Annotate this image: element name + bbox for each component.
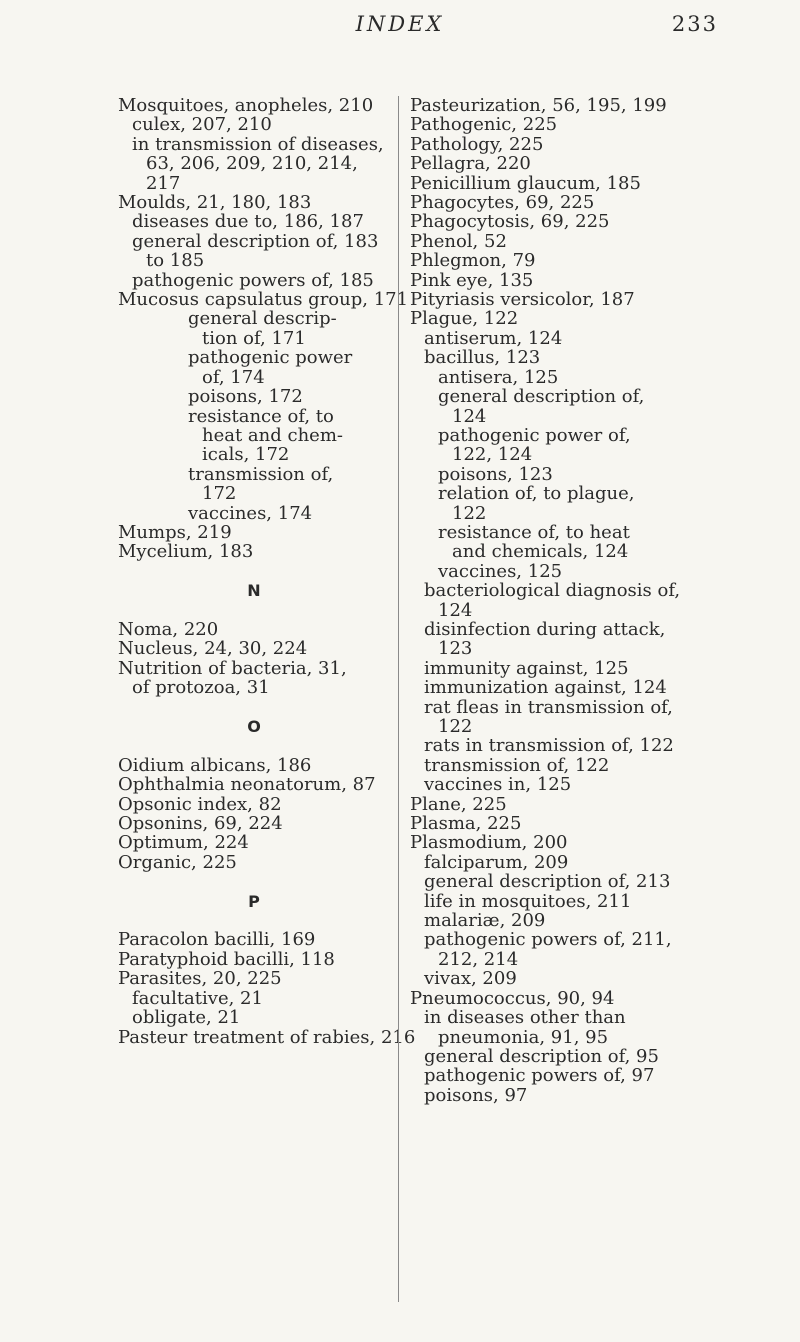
- index-entry: Nutrition of bacteria, 31,: [118, 657, 347, 679]
- index-subentry: in transmission of diseases,: [132, 133, 384, 155]
- index-subentry: resistance of, to: [188, 405, 334, 427]
- index-entry: Moulds, 21, 180, 183: [118, 192, 312, 214]
- index-entry: Phagocytosis, 69, 225: [410, 211, 610, 233]
- section-letter-heading: N: [247, 581, 261, 601]
- index-entry: Pneumococcus, 90, 94: [410, 987, 615, 1009]
- index-subentry: immunization against, 124: [424, 677, 667, 699]
- index-subentry: 122, 124: [452, 444, 533, 466]
- index-subentry: rat fleas in transmission of,: [424, 696, 673, 718]
- index-subentry: pathogenic powers of, 211,: [424, 929, 672, 951]
- running-title: INDEX: [355, 12, 445, 36]
- index-subentry: pathogenic power: [188, 347, 353, 369]
- index-subentry: resistance of, to heat: [438, 521, 630, 543]
- index-subentry: culex, 207, 210: [132, 114, 272, 136]
- index-entry: Optimum, 224: [118, 832, 249, 854]
- index-subentry: diseases due to, 186, 187: [132, 211, 364, 233]
- index-subentry: antiserum, 124: [424, 327, 563, 349]
- index-subentry: rats in transmission of, 122: [424, 735, 674, 757]
- index-subentry: pneumonia, 91, 95: [438, 1026, 609, 1048]
- index-entry: Phagocytes, 69, 225: [410, 192, 595, 214]
- index-entry: Mucosus capsulatus group, 171: [118, 289, 409, 311]
- index-entry: Parasites, 20, 225: [118, 968, 282, 990]
- index-subentry: general description of, 95: [424, 1045, 659, 1067]
- index-entry: Pasteur treatment of rabies, 216: [118, 1026, 416, 1048]
- index-entry: Ophthalmia neonatorum, 87: [118, 774, 376, 796]
- index-subentry: obligate, 21: [132, 1007, 241, 1029]
- index-subentry: vaccines, 125: [438, 560, 563, 582]
- index-subentry: 124: [438, 599, 473, 621]
- spacer-line: [118, 911, 390, 930]
- index-subentry: life in mosquitoes, 211: [424, 890, 632, 912]
- index-column-left: [118, 95, 416, 1048]
- index-subentry: general description of,: [438, 386, 645, 408]
- index-subentry: of protozoa, 31: [132, 677, 270, 699]
- index-subentry: transmission of, 122: [424, 754, 610, 776]
- index-subentry: transmission of,: [188, 463, 334, 485]
- section-letter-heading: P: [248, 891, 260, 911]
- index-subentry: in diseases other than: [424, 1007, 626, 1029]
- index-entry: Mycelium, 183: [118, 541, 254, 563]
- index-entry: Noma, 220: [118, 618, 219, 640]
- index-subentry: disinfection during attack,: [424, 618, 666, 640]
- index-entry: Organic, 225: [118, 851, 237, 873]
- index-subentry: falciparum, 209: [424, 851, 569, 873]
- index-subentry: immunity against, 125: [424, 657, 629, 679]
- index-subentry: general description of, 183: [132, 230, 379, 252]
- section-letter-heading: O: [247, 717, 261, 736]
- index-subentry: 124: [452, 405, 487, 427]
- spacer-line: [118, 872, 390, 891]
- spacer-line: [118, 736, 390, 755]
- index-entry: Paracolon bacilli, 169: [118, 929, 316, 951]
- index-entry: Opsonic index, 82: [118, 793, 282, 815]
- index-entry: Pasteurization, 56, 195, 199: [410, 95, 667, 116]
- index-subentry: icals, 172: [202, 444, 290, 466]
- index-subentry: pathogenic powers of, 97: [424, 1065, 655, 1087]
- index-subentry: and chemicals, 124: [452, 541, 629, 563]
- index-entry: Mumps, 219: [118, 521, 232, 543]
- index-entry: Plane, 225: [410, 793, 507, 815]
- index-subentry: vivax, 209: [424, 968, 517, 990]
- index-subentry: general description of, 213: [424, 871, 671, 893]
- index-entry: Pellagra, 220: [410, 153, 531, 175]
- index-entry: Plague, 122: [410, 308, 519, 330]
- index-entry: Mosquitoes, anopheles, 210: [118, 95, 374, 116]
- index-subentry: pathogenic powers of, 185: [132, 269, 374, 291]
- index-entry: Phenol, 52: [410, 230, 507, 252]
- index-subentry: vaccines, 174: [188, 502, 313, 524]
- index-subentry: bacteriological diagnosis of,: [424, 580, 681, 602]
- column-divider: [398, 96, 399, 1302]
- index-entry: Pink eye, 135: [410, 269, 534, 291]
- index-subentry: malariæ, 209: [424, 910, 546, 932]
- index-entry: Pathogenic, 225: [410, 114, 558, 136]
- index-entry: Opsonins, 69, 224: [118, 813, 283, 835]
- index-subentry: 122: [452, 502, 487, 524]
- spacer-line: [118, 601, 390, 620]
- index-subentry: tion of, 171: [202, 327, 306, 349]
- spacer-line: [118, 562, 390, 581]
- page-header: [0, 0, 800, 60]
- index-subentry: 123: [438, 638, 473, 660]
- spacer-line: [118, 698, 390, 717]
- index-subentry: of, 174: [202, 366, 265, 388]
- index-entry: Penicillium glaucum, 185: [410, 172, 641, 194]
- index-subentry: vaccines in, 125: [424, 774, 572, 796]
- index-subentry: 212, 214: [438, 948, 519, 970]
- index-subentry: 122: [438, 716, 473, 737]
- index-subentry: poisons, 97: [424, 1084, 528, 1106]
- index-entry: Plasma, 225: [410, 813, 522, 835]
- index-subentry: relation of, to plague,: [438, 483, 635, 505]
- index-subentry: pathogenic power of,: [438, 424, 631, 446]
- index-subentry: poisons, 172: [188, 386, 303, 408]
- index-entry: Oidium albicans, 186: [118, 754, 312, 776]
- index-subentry: facultative, 21: [132, 987, 263, 1009]
- index-subentry: bacillus, 123: [424, 347, 541, 369]
- index-subentry: to 185: [146, 250, 205, 272]
- index-subentry: 63, 206, 209, 210, 214,: [146, 153, 358, 175]
- index-subentry: antisera, 125: [438, 366, 559, 388]
- index-subentry: general descrip-: [188, 308, 337, 330]
- index-entry: Phlegmon, 79: [410, 250, 536, 272]
- index-entry: Pathology, 225: [410, 133, 544, 155]
- index-entry: Paratyphoid bacilli, 118: [118, 948, 335, 970]
- index-entry: Nucleus, 24, 30, 224: [118, 638, 308, 660]
- index-subentry: heat and chem-: [202, 424, 343, 446]
- index-entry: Plasmodium, 200: [410, 832, 568, 854]
- index-subentry: poisons, 123: [438, 463, 553, 485]
- index-entry: Pityriasis versicolor, 187: [410, 289, 635, 311]
- index-subentry: 172: [202, 483, 237, 505]
- index-column-right: [410, 96, 710, 1105]
- index-subentry: 217: [146, 172, 181, 194]
- page-number: 233: [671, 12, 718, 36]
